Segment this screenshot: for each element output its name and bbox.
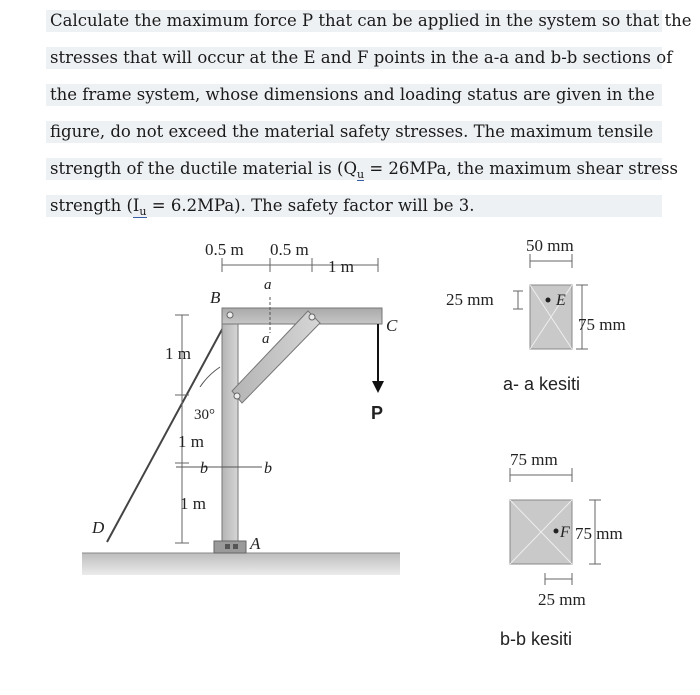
- problem-line-5: [0, 156, 700, 181]
- label-b-right: b: [264, 460, 272, 477]
- line5-rest: = 26MPa, the maximum shear stress: [369, 159, 678, 178]
- section-bb-width: 75 mm: [510, 450, 558, 469]
- ground: [82, 553, 400, 575]
- section-aa: [446, 236, 626, 394]
- line5-text: strength of the ductile material is (Q: [50, 159, 357, 178]
- dim-top-3: 1 m: [328, 257, 354, 276]
- problem-line-1: Calculate the maximum force P that can be applied in the system so that the: [50, 11, 692, 30]
- section-bb-offset: 25 mm: [538, 590, 586, 609]
- section-bb-point: F: [560, 524, 570, 541]
- pin-icon: [309, 314, 315, 320]
- pin-icon: [227, 312, 233, 318]
- section-aa-point: E: [556, 292, 566, 309]
- bolt-icon: [233, 544, 238, 549]
- tensile-subscript: u: [356, 168, 365, 181]
- section-bb-caption: b-b kesiti: [500, 629, 573, 649]
- section-aa-width: 50 mm: [526, 236, 574, 255]
- problem-line-2: stresses that will occur at the E and F points in the a-a and b-b sections of: [50, 48, 673, 67]
- dim-left-1: 1 m: [165, 344, 191, 363]
- dim-top-2: 0.5 m: [270, 240, 309, 259]
- label-load-p: P: [371, 403, 384, 423]
- section-bb-height: 75 mm: [575, 524, 623, 543]
- problem-line-4: figure, do not exceed the material safety stresses. The maximum tensile: [50, 122, 654, 141]
- dim-top-1: 0.5 m: [205, 240, 244, 259]
- section-aa-offset: 25 mm: [446, 290, 494, 309]
- section-aa-height: 75 mm: [578, 315, 626, 334]
- point-e-marker: [546, 298, 551, 303]
- pin-icon: [234, 393, 240, 399]
- section-aa-caption: a- a kesiti: [503, 374, 581, 394]
- label-b-point: B: [210, 288, 221, 307]
- label-a-point: A: [250, 534, 261, 553]
- arrow-down-icon: [372, 381, 384, 393]
- label-d-point: D: [92, 518, 105, 537]
- dim-left-2: 1 m: [178, 432, 204, 451]
- column-ab: [222, 308, 238, 544]
- angle-arc: [200, 367, 220, 387]
- problem-line-3: the frame system, whose dimensions and loading status are given in the: [50, 85, 655, 104]
- label-b-left: b: [200, 460, 208, 477]
- angle-label: 30°: [194, 407, 215, 423]
- line6-rest: = 6.2MPa). The safety factor will be 3.: [151, 196, 475, 215]
- line6-text: strength (: [50, 196, 133, 215]
- label-a-top: a: [264, 277, 272, 293]
- dim-left-3: 1 m: [180, 494, 206, 513]
- bolt-icon: [225, 544, 230, 549]
- problem-line-6: [0, 193, 700, 218]
- frame-figure: [0, 225, 700, 695]
- shear-symbol: $I_u$: [132, 196, 147, 218]
- diagonal-brace: [232, 311, 320, 403]
- label-a-diagonal: a: [262, 331, 270, 347]
- point-f-marker: [554, 529, 559, 534]
- label-c-point: C: [386, 316, 398, 335]
- section-bb: [500, 450, 623, 649]
